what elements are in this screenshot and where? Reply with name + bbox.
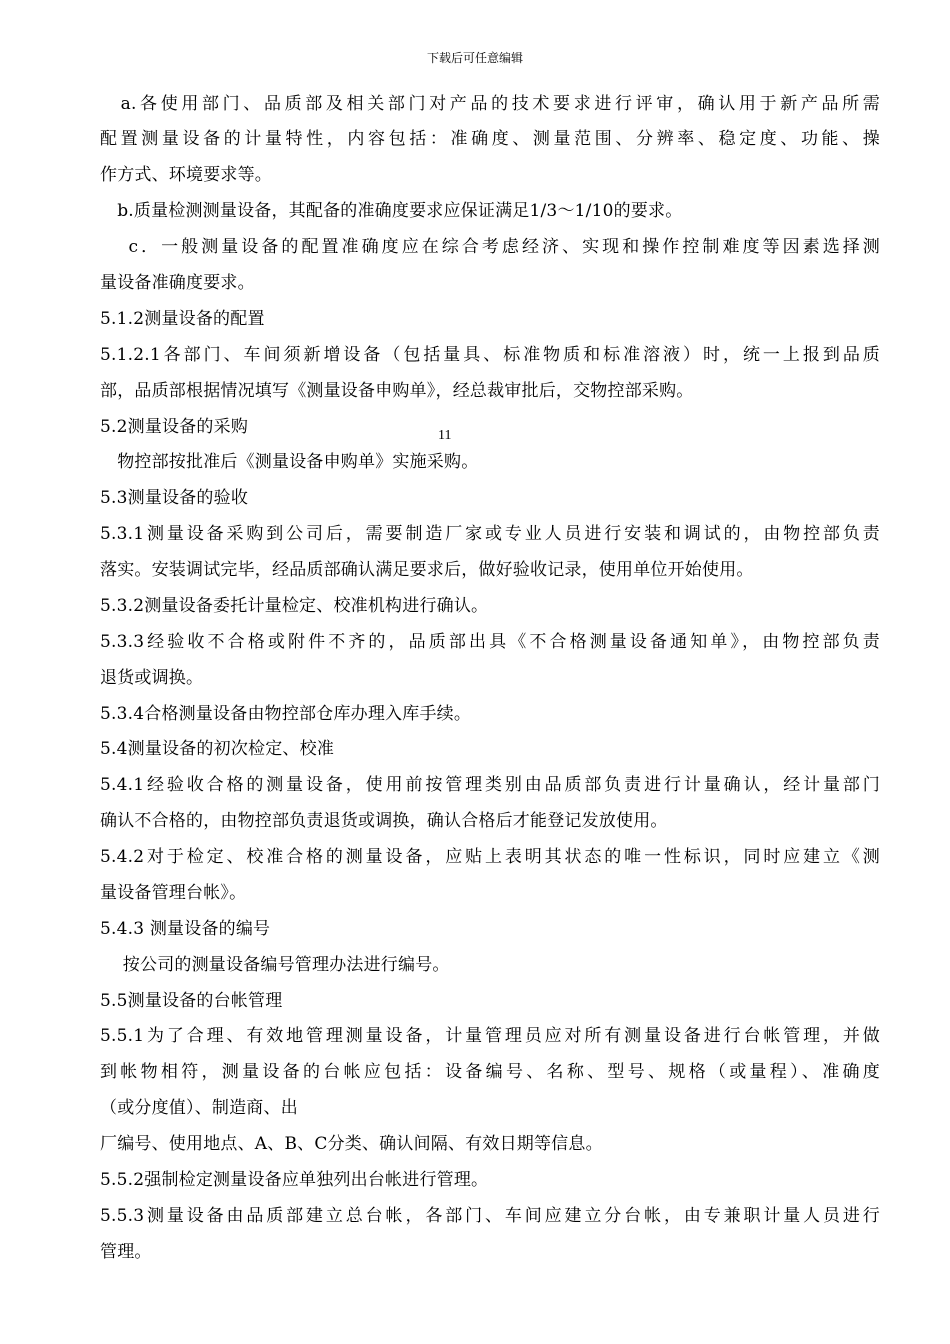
text-line: b.质量检测测量设备，其配备的准确度要求应保证满足1/3～1/10的要求。 [100,201,683,221]
text-line: 5.3.3经验收不合格或附件不齐的，品质部出具《不合格测量设备通知单》，由物控部负责 [100,632,880,652]
text-line: 管理。 [100,1242,152,1262]
text-line: 5.3.4合格测量设备由物控部仓库办理入库手续。 [100,704,472,724]
text-line: 5.5.2强制检定测量设备应单独列出台帐进行管理。 [100,1170,489,1190]
text-line: c．一般测量设备的配置准确度应在综合考虑经济、实现和操作控制难度等因素选择测 [100,237,880,257]
text-line: 5.5.3测量设备由品质部建立总台帐，各部门、车间应建立分台帐，由专兼职计量人员进行 [100,1206,880,1226]
text-line: 落实。安装调试完毕，经品质部确认满足要求后，做好验收记录，使用单位开始使用。 [100,560,754,580]
text-line: 按公司的测量设备编号管理办法进行编号。 [100,955,450,975]
text-line: 退货或调换。 [100,668,204,688]
text-line: 部，品质部根据情况填写《测量设备申购单》，经总裁审批后，交物控部采购。 [100,381,694,401]
text-line: 确认不合格的，由物控部负责退货或调换，确认合格后才能登记发放使用。 [100,811,668,831]
text-line: 5.3.2测量设备委托计量检定、校准机构进行确认。 [100,596,489,616]
text-line: 5.1.2.1各部门、车间须新增设备（包括量具、标准物质和标准溶液）时，统一上报到品质 [100,345,880,365]
page-header: 下载后可任意编辑 [426,51,523,65]
text-line: a.各使用部门、品质部及相关部门对产品的技术要求进行评审，确认用于新产品所需 [100,94,880,114]
text-line: 5.4.2对于检定、校准合格的测量设备，应贴上表明其状态的唯一性标识，同时应建立《测 [100,847,880,867]
text-line: 5.4测量设备的初次检定、校准 [100,739,335,759]
text-line: 5.5测量设备的台帐管理 [100,991,283,1011]
text-line: 量设备准确度要求。 [100,273,255,293]
text-line: 厂编号、使用地点、A、B、C分类、确认间隔、有效日期等信息。 [100,1134,603,1154]
text-line: 量设备管理台帐》。 [100,883,247,903]
text-line: 5.1.2测量设备的配置 [100,309,265,329]
text-line: 5.3.1测量设备采购到公司后，需要制造厂家或专业人员进行安装和调试的，由物控部负责 [100,524,880,544]
text-line: 物控部按批准后《测量设备申购单》实施采购。 [100,452,479,472]
text-line: 作方式、环境要求等。 [100,165,272,185]
page-number: 11 [438,428,452,443]
text-line: 5.3测量设备的验收 [100,488,249,508]
text-line: 到帐物相符，测量设备的台帐应包括：设备编号、名称、型号、规格（或量程）、准确度 [100,1062,880,1082]
text-line: 5.2测量设备的采购 [100,417,249,437]
text-line: 5.5.1为了合理、有效地管理测量设备，计量管理员应对所有测量设备进行台帐管理，并做 [100,1026,880,1046]
text-line: 5.4.1经验收合格的测量设备，使用前按管理类别由品质部负责进行计量确认，经计量部门 [100,775,880,795]
text-line: （或分度值）、制造商、出 [100,1098,298,1118]
text-line: 配置测量设备的计量特性，内容包括：准确度、测量范围、分辨率、稳定度、功能、操 [100,129,880,149]
text-line: 5.4.3 测量设备的编号 [100,919,271,939]
